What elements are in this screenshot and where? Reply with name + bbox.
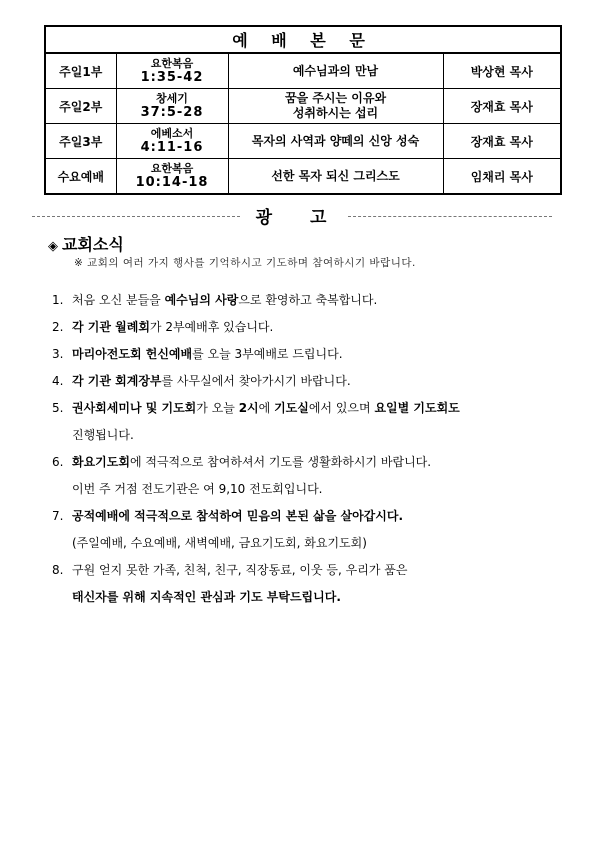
service-name: 주일3부 xyxy=(45,124,116,159)
divider-dashed-right xyxy=(348,216,552,217)
schedule-row xyxy=(45,89,561,124)
item-text-emphasis: 각 기관 월례회 xyxy=(72,320,150,334)
service-name: 주일1부 xyxy=(45,53,116,89)
sermon-title-line-2: 성취하시는 섭리 xyxy=(292,106,379,120)
item-text-part: 를 오늘 3부예배로 드립니다. xyxy=(192,347,343,361)
pastor-name: 장재효 목사 xyxy=(443,124,561,159)
item-text-emphasis: 예수님의 사랑 xyxy=(164,293,239,307)
item-text-continuation: 태신자를 위해 지속적인 관심과 기도 부탁드립니다. xyxy=(72,590,341,604)
pastor-name: 임채리 목사 xyxy=(443,159,561,195)
item-text-part: 처음 오신 분들을 xyxy=(72,293,165,307)
announcement-list xyxy=(52,287,572,611)
list-item xyxy=(52,341,572,368)
item-text-emphasis: 기도실 xyxy=(274,401,309,415)
item-number: 5. xyxy=(52,401,64,415)
list-item xyxy=(52,368,572,395)
pastor-name: 박상현 목사 xyxy=(443,53,561,89)
sermon-title-line: 예수님과의 만남 xyxy=(292,63,379,78)
church-news-heading xyxy=(48,232,124,255)
item-number: 4. xyxy=(52,374,64,388)
service-name: 수요예배 xyxy=(45,159,116,195)
sermon-title-line: 선한 목자 되신 그리스도 xyxy=(271,168,400,183)
schedule-row xyxy=(45,159,561,195)
item-text-part: 가 오늘 xyxy=(196,401,239,415)
list-item xyxy=(52,557,572,611)
item-text-emphasis: 공적예배에 적극적으로 참석하여 믿음의 본된 삶을 살아갑시다. xyxy=(72,509,404,523)
item-text-emphasis: 요일별 기도회도 xyxy=(374,401,460,415)
scripture-ref: 4:11-16 xyxy=(140,140,204,155)
pastor-name: 장재효 목사 xyxy=(443,89,561,124)
item-text-part: 가 2부예배후 있습니다. xyxy=(149,320,274,334)
scripture-cell xyxy=(116,124,228,159)
diamond-bullet-icon: ◈ xyxy=(48,239,58,254)
item-text-emphasis: 각 기관 회계장부 xyxy=(72,374,162,388)
item-text-emphasis: 2시 xyxy=(238,401,259,415)
list-item xyxy=(52,395,572,449)
sermon-title xyxy=(228,53,443,89)
item-number: 2. xyxy=(52,320,64,334)
item-text xyxy=(72,557,572,611)
item-number: 7. xyxy=(52,509,64,523)
divider-dashed-left xyxy=(32,216,240,217)
service-name: 주일2부 xyxy=(45,89,116,124)
item-text xyxy=(72,287,572,314)
sermon-title xyxy=(228,124,443,159)
scripture-cell xyxy=(116,53,228,89)
item-text-part: 를 사무실에서 찾아가시기 바랍니다. xyxy=(161,374,351,388)
sermon-title xyxy=(228,159,443,195)
item-text-part: 에서 있으며 xyxy=(308,401,375,415)
item-text-emphasis: 마리아전도회 헌신예배 xyxy=(72,347,193,361)
list-item xyxy=(52,449,572,503)
sermon-title-line: 목자의 사역과 양떼의 신앙 성숙 xyxy=(251,133,420,148)
item-text xyxy=(72,314,572,341)
scripture-book: 에베소서 xyxy=(150,127,194,140)
item-text-emphasis: 화요기도회 xyxy=(72,455,130,469)
item-text-part: 에 적극적으로 참여하셔서 기도를 생활화하시기 바랍니다. xyxy=(129,455,432,469)
item-text xyxy=(72,449,572,503)
scripture-cell xyxy=(116,89,228,124)
item-text xyxy=(72,368,572,395)
item-text xyxy=(72,341,572,368)
announcements-title: 광 고 xyxy=(255,208,343,228)
item-text-continuation: (주일예배, 수요예배, 새벽예배, 금요기도회, 화요기도회) xyxy=(72,536,367,550)
scripture-ref: 37:5-28 xyxy=(140,105,204,120)
schedule-title-cell xyxy=(45,26,561,53)
scripture-book: 요한복음 xyxy=(150,162,194,175)
item-text xyxy=(72,503,572,557)
item-text xyxy=(72,395,572,449)
item-text-part: 구원 얻지 못한 가족, 친척, 친구, 직장동료, 이웃 등, 우리가 품은 xyxy=(72,563,408,577)
church-news-label: 교회소식 xyxy=(62,235,124,254)
church-news-note: ※ 교회의 여러 가지 행사를 기억하시고 기도하며 참여하시기 바랍니다. xyxy=(74,257,416,269)
item-text-part: 으로 환영하고 축복합니다. xyxy=(238,293,378,307)
sermon-title-line: 꿈을 주시는 이유와 xyxy=(284,91,387,105)
scripture-ref: 1:35-42 xyxy=(140,70,204,85)
scripture-book: 창세기 xyxy=(156,92,188,105)
item-number: 8. xyxy=(52,563,64,577)
sermon-title xyxy=(228,89,443,124)
list-item xyxy=(52,314,572,341)
item-text-continuation: 진행됩니다. xyxy=(72,428,134,442)
scripture-book: 요한복음 xyxy=(150,57,194,70)
item-number: 1. xyxy=(52,293,64,307)
worship-schedule-table xyxy=(44,25,562,195)
list-item xyxy=(52,287,572,314)
item-text-part: 에 xyxy=(258,401,275,415)
scripture-ref: 10:14-18 xyxy=(135,175,209,190)
schedule-title: 예 배 본 문 xyxy=(232,31,374,50)
schedule-row xyxy=(45,124,561,159)
schedule-row xyxy=(45,53,561,89)
scripture-cell xyxy=(116,159,228,195)
list-item xyxy=(52,503,572,557)
item-text-continuation: 이번 주 거점 전도기관은 여 9,10 전도회입니다. xyxy=(72,482,323,496)
item-number: 6. xyxy=(52,455,64,469)
item-number: 3. xyxy=(52,347,64,361)
item-text-emphasis: 권사회세미나 및 기도회 xyxy=(72,401,197,415)
